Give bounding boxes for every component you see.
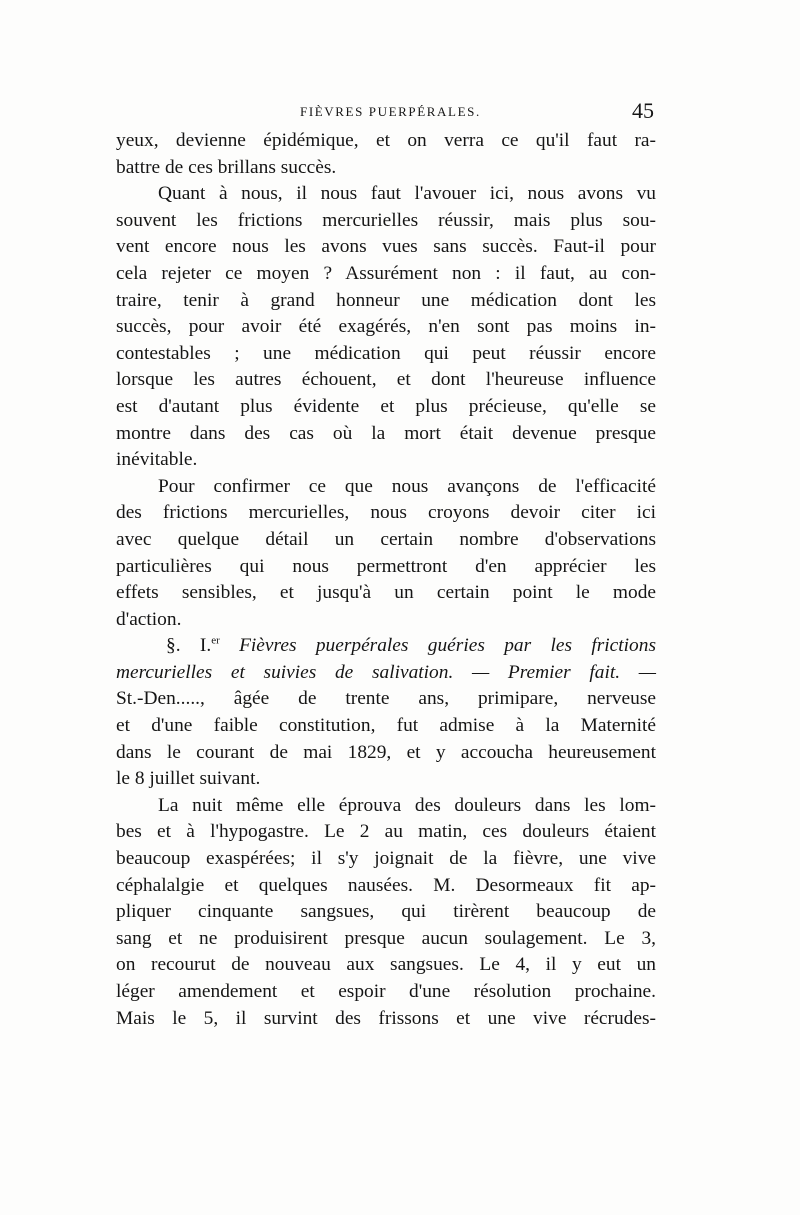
text-line: des frictions mercurielles, nous croyons devoir citer ici bbox=[116, 502, 656, 524]
text-line: sang et ne produisirent presque aucun soulagement. Le 3, bbox=[116, 927, 656, 949]
body-text bbox=[116, 128, 656, 1032]
paragraph bbox=[116, 181, 656, 474]
paragraph bbox=[116, 128, 656, 181]
text-line: vent encore nous les avons vues sans succès. Faut-il pour bbox=[116, 236, 656, 258]
text-line: traire, tenir à grand honneur une médication dont les bbox=[116, 289, 656, 311]
section-heading: Fièvres puerpérales guéries par les frictions bbox=[239, 635, 656, 657]
text-line: yeux, devienne épidémique, et on verra ce qu'il faut ra- bbox=[116, 130, 656, 151]
page-header bbox=[118, 98, 658, 128]
text-line: souvent les frictions mercurielles réussir, mais plus sou- bbox=[116, 209, 656, 231]
text-line: d'action. bbox=[116, 608, 182, 630]
text-line: Quant à nous, il nous faut l'avouer ici, nous avons vu bbox=[158, 183, 656, 205]
text-line: montre dans des cas où la mort était devenue presque bbox=[116, 422, 656, 444]
paragraph bbox=[116, 474, 656, 634]
text-line: battre de ces brillans succès. bbox=[116, 156, 337, 178]
section-sign: §. I. bbox=[166, 635, 212, 657]
text-line: contestables ; une médication qui peut réussir encore bbox=[116, 342, 656, 364]
text-line: particulières qui nous permettront d'en apprécier les bbox=[116, 555, 656, 577]
section-heading-continued: mercurielles et suivies de salivation. — Premier fait. — bbox=[116, 661, 656, 683]
text-line: Mais le 5, il survint des frissons et une vive récrudes- bbox=[116, 1007, 656, 1029]
paragraph bbox=[116, 793, 656, 1032]
text-line: est d'autant plus évidente et plus précieuse, qu'elle se bbox=[116, 395, 656, 417]
section-paragraph bbox=[116, 633, 656, 793]
text-line: léger amendement et espoir d'une résolution prochaine. bbox=[116, 981, 656, 1002]
text-line: La nuit même elle éprouva des douleurs dans les lom- bbox=[158, 794, 656, 816]
text-line: St.-Den....., âgée de trente ans, primipare, nerveuse bbox=[116, 688, 656, 710]
text-line: beaucoup exaspérées; il s'y joignait de la fièvre, une vive bbox=[116, 848, 656, 870]
text-line: et d'une faible constitution, fut admise à la Maternité bbox=[116, 715, 656, 737]
text-line: avec quelque détail un certain nombre d'observations bbox=[116, 528, 656, 550]
text-line: inévitable. bbox=[116, 449, 198, 471]
section-ordinal: er bbox=[211, 634, 220, 647]
text-line: bes et à l'hypogastre. Le 2 au matin, ces douleurs étaient bbox=[116, 821, 656, 843]
text-line: succès, pour avoir été exagérés, n'en sont pas moins in- bbox=[116, 316, 656, 338]
running-title: FIÈVRES PUERPÉRALES. bbox=[300, 104, 481, 119]
text-line: on recourut de nouveau aux sangsues. Le 4, il y eut un bbox=[116, 954, 656, 976]
text-line: pliquer cinquante sangsues, qui tirèrent beaucoup de bbox=[116, 901, 656, 923]
text-line: lorsque les autres échouent, et dont l'heureuse influence bbox=[116, 369, 656, 391]
text-line: céphalalgie et quelques nausées. M. Desormeaux fit ap- bbox=[116, 874, 656, 896]
text-line: effets sensibles, et jusqu'à un certain point le mode bbox=[116, 582, 656, 604]
text-line: Pour confirmer ce que nous avançons de l'efficacité bbox=[158, 475, 656, 497]
text-line: dans le courant de mai 1829, et y accoucha heureusement bbox=[116, 741, 656, 763]
text-line: cela rejeter ce moyen ? Assurément non : il faut, au con- bbox=[116, 262, 656, 284]
section-heading-line bbox=[116, 633, 656, 660]
page-number: 45 bbox=[632, 98, 654, 123]
text-line: le 8 juillet suivant. bbox=[116, 768, 261, 790]
